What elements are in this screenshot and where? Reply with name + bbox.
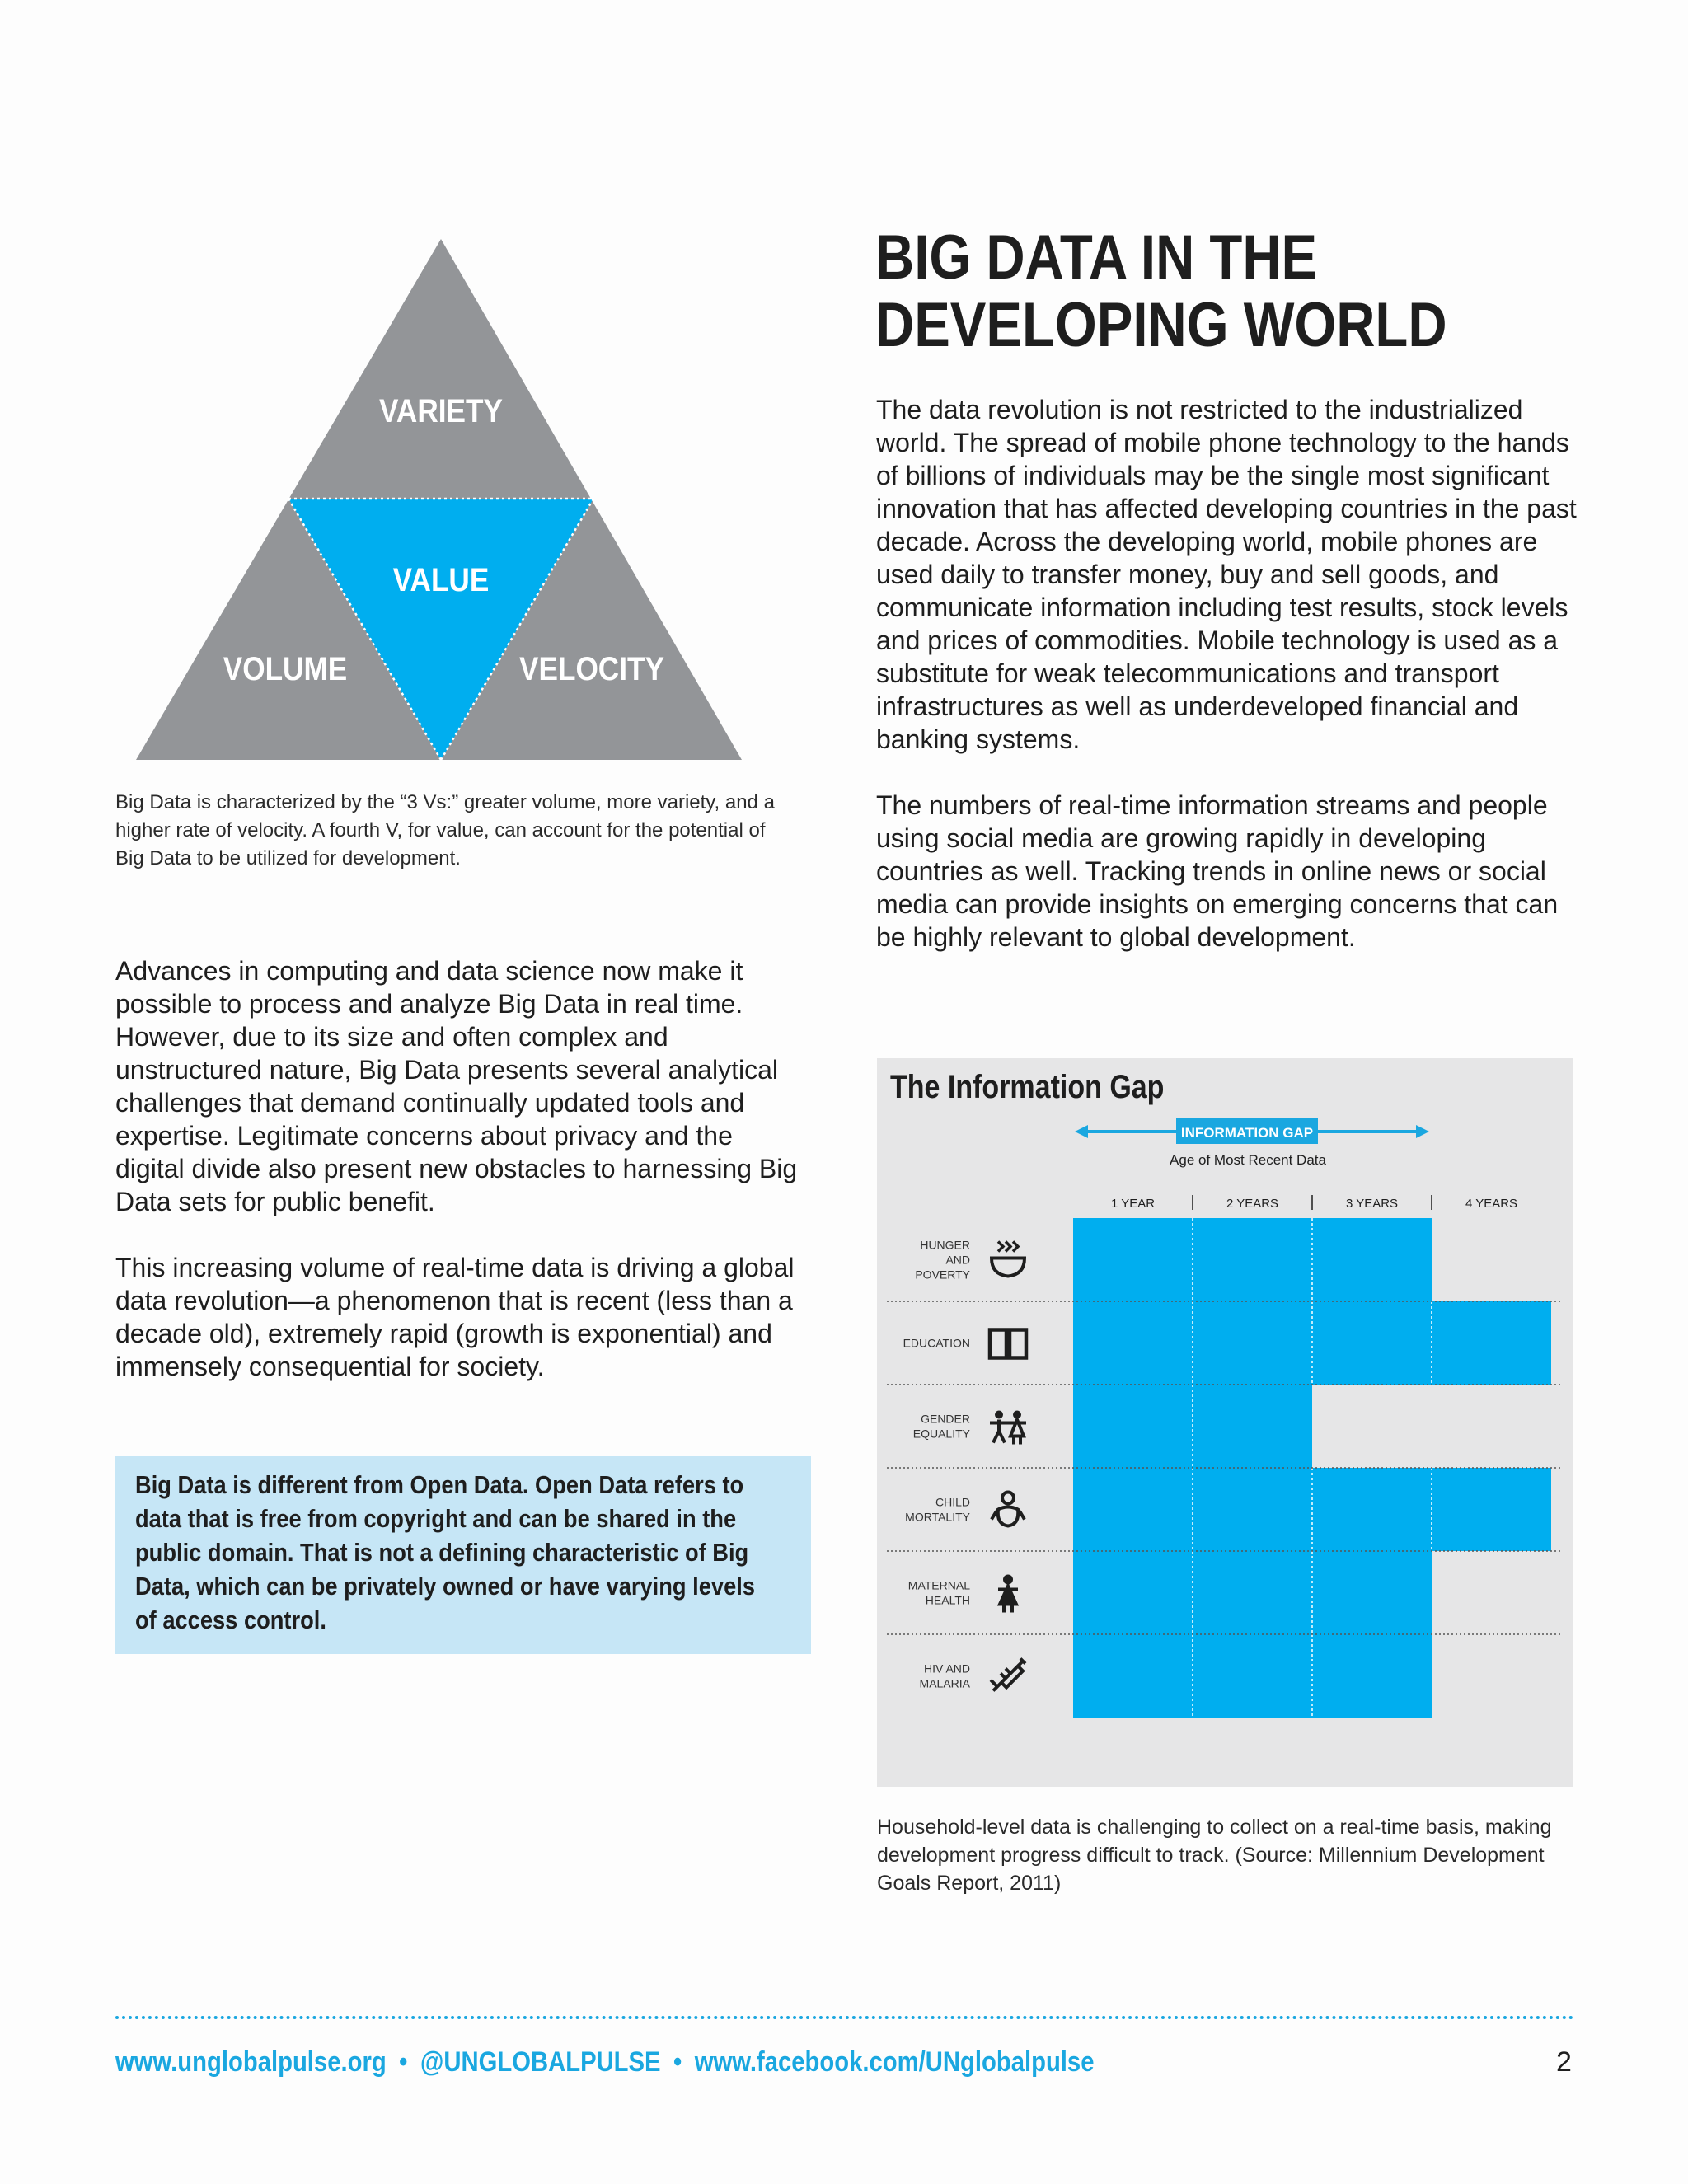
twitter-link[interactable]: @UNGLOBALPULSE <box>420 2046 661 2078</box>
left-paragraph-1: Advances in computing and data science now make it possible to process and analyze Big Data in real time. However, due to its size and often complex and unstructured nature, Big Data presents several analytical challenges that demand continually updated tools and expertise. Legitimate concerns about privacy and the digital divide also present new obstacles to harnessing Big Data sets for public benefit. <box>115 956 798 1216</box>
page-title-line-1: BIG DATA IN THE <box>875 223 1318 293</box>
chart-caption: Household-level data is challenging to collect on a real-time basis, making development progress difficult to track. (Source: Millennium Development Goals Report, 2011) <box>877 1816 1552 1895</box>
page-number: 2 <box>1556 2046 1572 2078</box>
gender-icon <box>990 1411 1026 1445</box>
value-label: VALUE <box>392 560 490 598</box>
three-vs-triangle-diagram <box>132 235 750 762</box>
mother-icon <box>998 1575 1018 1613</box>
velocity-label: VELOCITY <box>519 649 664 687</box>
category-label: MATERNAL HEALTH <box>907 1578 970 1607</box>
footer-separator: • <box>399 2046 408 2078</box>
category-label: CHILD MORTALITY <box>905 1495 970 1524</box>
triangle-caption: Big Data is characterized by the “3 Vs:” greater volume, more variety, and a higher rate of velocity. A fourth V, for value, can account for the potential of Big Data to be utilized for development. <box>115 791 775 869</box>
category-label: GENDER EQUALITY <box>912 1412 970 1441</box>
syringe-icon <box>991 1659 1025 1691</box>
left-paragraph-2: This increasing volume of real-time data is driving a global data revolution—a phenomenon that is recent (less than a decade old), extremely rapid (growth is exponential) and immensely consequential for society. <box>115 1253 795 1381</box>
callout-text: Big Data is different from Open Data. Open Data refers to data that is free from copyright and can be shared in the public domain. That is not a defining characteristic of Big Data, which can be privately owned or have varying levels of access control. <box>135 1470 756 1634</box>
information-gap-chart <box>877 1058 1573 1787</box>
variety-label: VARIETY <box>379 391 503 429</box>
x-tick-label: 3 YEARS <box>1345 1197 1399 1211</box>
category-icons <box>990 1242 1026 1691</box>
footer-links <box>115 2046 1094 2079</box>
right-paragraph-2: The numbers of real-time information streams and people using social media are growing rapidly in developing countries as well. Tracking trends in online news or social media can provide insights on emerging concerns that can be highly relevant to global development. <box>876 790 1559 952</box>
x-axis-ticks <box>1111 1195 1517 1211</box>
chart-title: The Information Gap <box>890 1069 1165 1105</box>
category-label: EDUCATION <box>903 1336 970 1350</box>
bowl-icon <box>992 1242 1025 1277</box>
bar <box>1073 1551 1432 1634</box>
category-label: HIV AND MALARIA <box>919 1661 970 1690</box>
page-title <box>875 224 1513 359</box>
footer-divider <box>115 2016 1574 2019</box>
category-labels <box>903 1239 971 1690</box>
child-icon <box>992 1493 1025 1526</box>
right-body-text <box>876 393 1589 954</box>
x-tick-label: 4 YEARS <box>1465 1197 1518 1211</box>
open-data-callout <box>115 1456 811 1654</box>
category-label: HUNGER AND POVERTY <box>915 1238 970 1282</box>
bar <box>1073 1218 1432 1301</box>
volume-label: VOLUME <box>223 649 348 687</box>
information-gap-banner-label: INFORMATION GAP <box>1180 1125 1314 1141</box>
x-tick-label: 1 YEAR <box>1110 1197 1156 1211</box>
information-gap-plot <box>877 1058 1573 1787</box>
left-body-text <box>115 954 808 1383</box>
x-tick-label: 2 YEARS <box>1226 1197 1279 1211</box>
book-icon <box>990 1330 1026 1358</box>
bar <box>1073 1634 1432 1718</box>
chart-subtitle: Age of Most Recent Data <box>1170 1152 1326 1168</box>
page-title-line-2: DEVELOPING WORLD <box>875 290 1447 360</box>
footer-separator: • <box>673 2046 682 2078</box>
facebook-link[interactable]: www.facebook.com/UNglobalpulse <box>694 2046 1095 2078</box>
right-paragraph-1: The data revolution is not restricted to the industrialized world. The spread of mobile phone technology to the hands of billions of individuals may be the single most significant innovation that has affected developing countries in the past decade. Across the developing world, mobile phones are used daily to transfer money, buy and sell goods, and communicate information including test results, stock levels and prices of commodities. Mobile technology is used as a substitute for weak telecommunications and transport infrastructures as well as underdeveloped financial and banking systems. <box>876 395 1577 754</box>
website-link[interactable]: www.unglobalpulse.org <box>115 2046 387 2078</box>
